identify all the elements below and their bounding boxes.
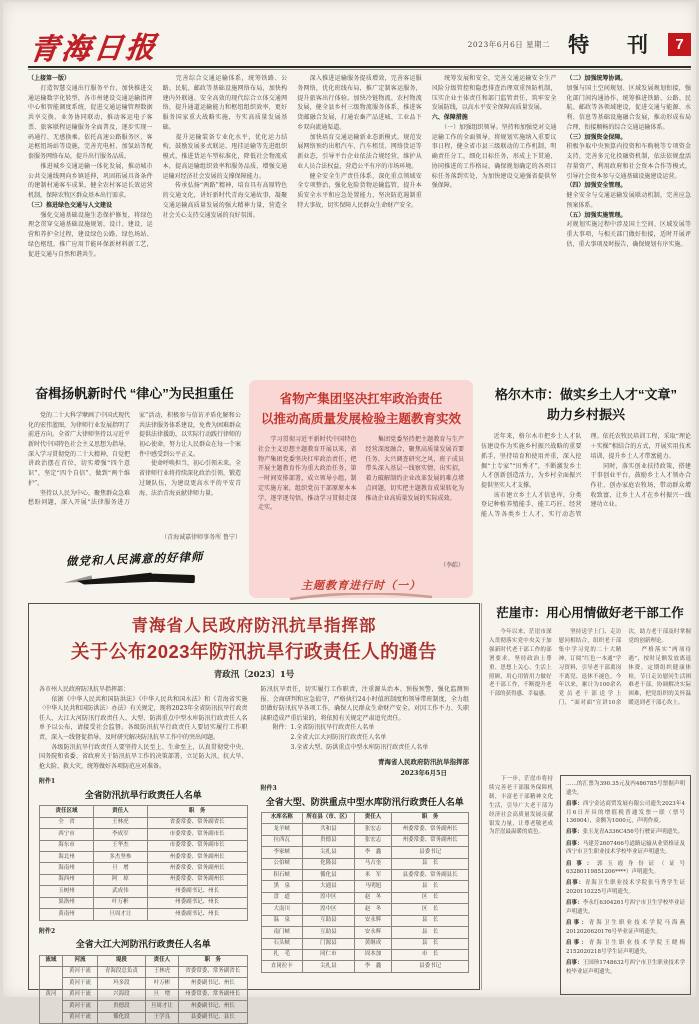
mangya-article-continuation: 下一步，茫崖市将持续完善老干部服务保障机制，丰富老干部精神文化生活，引导广大老干部为经济社会高质量发展贡献银发力量，让尊老敬老成为茫崖最温暖的底色。 <box>489 776 553 836</box>
table-row: 公伯峡 化隆县 马占奎 县 长 <box>261 858 469 869</box>
masthead-right <box>468 29 691 59</box>
table-row: 黑 泉 大通县 马明旭 县 长 <box>261 881 469 892</box>
issue-date: 2023年6月6日 星期二 <box>467 39 551 49</box>
top-article-column-1: （上接第一版） 打造智慧交通出行服务平台，加快推进交通运输数字化转型，各市州建设交通运输指挥中心和智能调度系统，促进交通运输管理数据共享交换、业务协同联动，推动客运电子客票、旅客联程运输服务全面普及，逐步实现一码通行、无感换乘。依托高速公路服务区、客运枢纽场站等设施，完善充电桩、加氢站等配套服务网络布局，提升出行服务品质。 推进城乡交通运输一体化发展，推动城市公共交通线网向乡镇延伸，巩固拓展具备条件的建制村通客车成果，健全农村客运长效运营机制，保障农牧区群众基本出行需求。 （三）推进绿色交通与人文建设 强化交通基础设施生态保护修复，将绿色理念贯穿交通基础设施规划、设计、建设、运营和养护全过程，建设绿色公路、绿色场站、绿色枢纽，推广应用节能环保新材料新工艺，促进交通与自然和谐共生。 <box>28 75 153 258</box>
appendix2-title: 全省大江大河防汛行政责任人名单 <box>75 939 211 950</box>
notice-item: 启事：青海卫生职业技术学院张马秀学生证2020110225号声明遗失。 <box>566 880 685 896</box>
notice-item: 启事：张玉龙青A336C456号行驶证声明遗失。 <box>566 829 684 836</box>
top-article-column-5: （二）加强统筹协调。 加强与国土空间规划、区域发展规划衔接，强化部门间沟通协作，统筹推进铁路、公路、民航、邮政等各领域建设，促进交通与能源、水利、信息等基础设施融合发展，推动形成布局合理、衔接顺畅的综合交通运输体系。 （三）加强资金保障。 积极争取中央预算内投资和车购税等专项资金支持，完善多元化投融资机制，依法依规盘活存量资产，利用政府和社会资本合作等模式，引导社会资本参与交通基础设施建设运营。 （四）加强安全管理。 健全安全与交通运输发展联动机制，完善应急预案体系。 （五）加强实施管理。 对规划实施过程中涉及国土空间、区域发展等重大事项，与相关部门做好衔接，适时开展评估，重大事项及时报告，确保规划有序实施。 <box>566 75 691 249</box>
notice-item: 启事：王国珍1748632号西宁市卫生职业技术学校毕业证声明遗失。 <box>566 959 685 975</box>
theme-education-banner <box>258 574 464 601</box>
pink-feature-article <box>249 380 473 598</box>
geermu-headline-line2: 助力乡村振兴 <box>546 407 625 423</box>
page-number-badge: 7 <box>668 33 691 56</box>
appendix3-table: 水库名称 所在县（市、区） 责任人 职 务 龙羊峡 共和县 张宏志 州委常委、常务副州长 拉西瓦 贵德县 张宏志 州委常委、常务副州长 李家峡 尖扎县 李 鑫 县委书记 公伯峡 化隆县 马占奎 县 长 积石峡 循化县 米 军 县委常委、常务副县长 黑 泉 大通县 马明旭 县 长 盘 道 湟中区 赵 冬 区 长 大南川 湟中区 赵 冬 区 长 温 泉 互助县 安永辉 县 长 南门峡 互助县 安永辉 县 长 石头峡 门源县 黄继成 县 长 扎 毛 同仁市 周本加 市 长 直岗拉卡 尖扎县 李 鑫 县委书记 <box>261 812 470 973</box>
pink-feature-box <box>249 380 473 598</box>
mangya-article-body: 今年以来，茫崖市深入贯彻落实党中央关于加强新时代老干部工作的部署要求，坚持政治上尊重、思想上关心、生活上照顾，用心用情用力做好老干部工作，不断提升老干部的获得感、幸福感。 坚持送学上门、走访慰问相结合，组织老干部集中学习党的二十大精神，订阅“红色一本通”学习资料，引导老干部离岗不离党、退休不褪色。今年以来，累计为100余名党员老干部送学上门，“面对面”宣讲10余次，助力老干部及时掌握党的创新理论。 严格落实“两项待遇”，按时足额发放离退休费，定期组织健康体检，节日走访慰问生活困难老干部，协调解决实际困难，把党组织的关怀温暖送到老干部心坎上。 <box>489 629 691 707</box>
notice-title-line1: 青海省人民政府防汛抗旱指挥部 <box>131 617 377 635</box>
paper-logo: 青海日报 <box>27 29 161 67</box>
table-row: 黄河干流 循化段 王学良 县委副书记、县长 <box>40 1012 248 1023</box>
lawyer-article <box>28 380 241 598</box>
banner-swash <box>286 593 436 601</box>
pink-headline-line2: 以推动高质量发展检验主题教育实效 <box>260 412 461 427</box>
notice-item: 启事：马建芳2607466号道路运输从业资格证及西宁市卫生职业技术学校毕业证声明遗失。 <box>566 840 685 856</box>
table-row: 李家峡 尖扎县 李 鑫 县委书记 <box>261 847 469 858</box>
table-row: 黄河 黄河干流 青海段总负责 王林虎 省委常委、常务副省长 <box>40 966 248 977</box>
notice-item: 启事：郭玉霞身份证（证号63280119851206****）声明遗失。 <box>566 860 685 876</box>
top-article-column-4: 统筹发展和安全，完善交通运输安全生产风险分级管控和隐患排查治理双重预防机制，压实企业主体责任和部门监管责任，筑牢安全发展防线，以高水平安全保障高质量发展。 六、保障措施 （一）加强组织领导。坚持和加强党对交通运输工作的全面领导，将规划实施纳入重要议事日程，健全省市县三级联动的工作机制，明确责任分工，细化目标任务，形成上下贯通、协同推进的工作格局，确保规划确定的各项目标任务落到实处，为加快建设交通强省提供坚强保障。 <box>431 75 557 190</box>
table-row: 海南州 旦 增 州委常委、常务副州长 <box>40 863 248 874</box>
notice-columns <box>39 685 469 1024</box>
appendix2-label: 附件2 <box>39 927 56 935</box>
appendix1-table: 责任区域 责任人 职 务 全 省 王林虎 省委常委、常务副省长 西宁市 李成军 市委常委、常务副市长 海东市 王华杰 市委常委、常务副市长 海北州 多杰坚参 州委常委、常务副州长 海南州 旦 增 州委常委、常务副州长 海西州 阿 琼 州委常委、常务副州长 玉树州 武成伟 州委副书记、州长 果洛州 叶万彬 州委副书记、州长 黄南州 旦周才让 州委副书记、州长 <box>39 805 248 920</box>
masthead <box>28 26 691 68</box>
table-row: 玉树州 武成伟 州委副书记、州长 <box>40 886 248 897</box>
right-column <box>489 603 691 990</box>
geermu-headline-line1: 格尔木市：做实乡土人才“文章” <box>494 387 677 402</box>
table-row: 黄河干流 玛多段 叶万彬 州委副书记、州长 <box>40 978 248 989</box>
table-row: 拉西瓦 贵德县 张宏志 州委常委、常务副州长 <box>261 835 469 846</box>
table-row: 黄河干流 兴海段 旦 增 州委常委、常务副州长 <box>40 989 248 1000</box>
appendix3-title: 全省大型、防洪重点中型水库防汛行政责任人名单 <box>265 796 464 807</box>
notice-signer: 青海省人民政府防汛抗旱指挥部 <box>378 758 469 767</box>
appendix3-label: 附件3 <box>260 784 277 792</box>
table-row: 南门峡 互助县 安永辉 县 长 <box>261 927 469 938</box>
notice-item: 启事：青海卫生职业技术学院马海燕2012020620176号毕业证声明遗失。 <box>566 920 685 935</box>
table-row: 海东市 王华杰 市委常委、常务副市长 <box>40 840 248 851</box>
table-row: 全 省 王林虎 省委常委、常务副省长 <box>40 817 248 828</box>
table-row: 海北州 多杰坚参 州委常委、常务副州长 <box>40 852 248 863</box>
geermu-article <box>481 380 691 598</box>
geermu-article-body: 近年来，格尔木市把乡土人才队伍建设作为实施乡村振兴战略的重要抓手，坚持培育和使用并重，深入挖掘“土专家”“田秀才”，不断激发乡土人才创新创造活力，为乡村全面振兴提供坚实人才支撑。 该市建立乡土人才信息库，分类登记种植养殖能手、能工巧匠、经营能人等各类乡土人才，实行动态管理。依托农牧民培训工程，采取“理论＋实操”相结合的方式，开展实用技术培训，提升乡土人才带富能力。 同时，落实创业扶持政策，搭建干事创业平台，鼓励乡土人才领办合作社、创办家庭农牧场，带动群众增收致富，让乡土人才在乡村振兴一线建功立业。 <box>481 433 691 519</box>
pink-article-body: 学习贯彻习近平新时代中国特色社会主义思想主题教育开展以来，省物产集团党委坚决扛牢政治责任，把开展主题教育作为重大政治任务，第一时间安排部署，成立领导小组，制定实施方案，组织党员干部原原本本学、逐字逐句悟，推动学习贯彻走深走实。 集团党委坚持把主题教育与生产经营深度融合，聚焦高质量发展首要任务，大兴调查研究之风，班子成员带头深入基层一线察实情、出实招，着力破解制约企业改革发展的难点堵点问题，切实把主题教育成果转化为推动企业高质量发展的实际成效。 <box>258 436 464 512</box>
top-article-column-2: 完善综合交通运输体系，统筹铁路、公路、民航、邮政等基础设施网络布局，加快构建内外联通、安全高效的现代综合立体交通网络，提升通道运输能力和枢纽组织效率，更好服务国家重大战略实施，夯实高质量发展基础。 提升运输装备专业化水平，优化运力结构，鼓励发展多式联运、甩挂运输等先进组织模式，推进货运车型标准化，降低社会物流成本，提高运输组织效率和服务品质，增强交通运输对经济社会发展的支撑保障能力。 传承弘扬“两路”精神，培育具有高原特色的交通文化，讲好新时代青海交通故事，凝聚交通运输高质量发展的强大精神力量，营造全社会关心支持交通发展的良好氛围。 <box>162 75 288 219</box>
notice-doc-number: 青政汛〔2023〕1号 <box>213 670 295 680</box>
lawyer-article-body: 党的二十大科学擘画了中国式现代化的宏伟蓝图，为律师行业发展指明了前进方向。全省广大律师坚持以习近平新时代中国特色社会主义思想为指导，深入学习贯彻党的二十大精神，自觉把讲政治摆在首位，切实增强“四个意识”、坚定“四个自信”、做到“两个维护”。 坚持以人民为中心，聚焦群众急难愁盼问题，深入开展“法律服务进万家”活动，积极参与信访矛盾化解和公共法律服务体系建设，免费为困难群众提供法律援助，以实际行动践行律师的初心使命，努力让人民群众在每一个案件中感受到公平正义。 使命呼唤担当，初心引领未来。全省律师行业将持续深化政治引领，锻造过硬队伍，为建设更高水平的平安青海、法治青海贡献律师力量。 <box>28 411 241 507</box>
lawyer-article-byline: （青海诚嘉律师事务所 鲁宁） <box>161 533 241 541</box>
table-row: 石头峡 门源县 黄继成 县 长 <box>261 938 469 949</box>
banner-text: 主题教育进行时（一） <box>301 579 421 593</box>
table-row: 盘 道 湟中区 赵 冬 区 长 <box>261 892 469 903</box>
notice-sign-date: 2023年6月5日 <box>400 768 447 777</box>
appendix1-title: 全省防汛抗旱行政责任人名单 <box>84 789 202 800</box>
notice-item: 启事：李永红6304261号西宁市卫生学校毕业证声明遗失。 <box>566 900 685 915</box>
top-article-column-3: 深入推进运输服务提质增效，完善客运服务网络，优化班线布局，推广定制客运服务，提升旅客出行体验。加快冷链物流、农村物流发展，健全县乡村三级物流服务体系，推进客货邮融合发展，打通农畜产品进城、工业品下乡双向流通渠道。 加快培育交通运输新业态新模式，规范发展网络预约出租汽车、汽车租赁、网络货运等新业态，引导平台企业依法合规经营，维护从业人员合法权益，营造公平有序的市场环境。 健全安全生产责任体系，深化重点领域安全专项整治，强化危险货物运输监管，提升本质安全水平和应急处置能力，坚决防范遏制重特大事故，切实保障人民群众生命财产安全。 <box>297 75 422 209</box>
slogan-block <box>28 548 241 589</box>
lost-notices-box <box>560 775 691 995</box>
table-row: 扎 毛 同仁市 周本加 市 长 <box>261 949 469 960</box>
table-row: 温 泉 互助县 安永辉 县 长 <box>261 915 469 926</box>
notice-item: ……的汇票为390.35元及内486785号票据声明遗失。 <box>566 781 685 796</box>
notice-item: 启事：西宁金达商贸发展有限公司遗失2023年4月6日开具的增值税普通发票一联（票号136904），金额为1000元，声明作废。 <box>566 800 685 825</box>
table-row: 海西州 阿 琼 州委常委、常务副州长 <box>40 874 248 885</box>
table-row: 大南川 湟中区 赵 冬 区 长 <box>261 904 469 915</box>
notice-right-column: 防汛抗旱责任，切实履行工作职责，注重源头治本、预报预警，强化监测预报、会商研判和应急值守，严格执行24小时值班制度和领导带班制度，全力组织做好防汛抗旱各项工作，确保人民群众生命财产安全。对因工作不力、失职渎职造成严重后果的，将依照有关规定严肃追究责任。 附件：1.全省防汛抗旱行政责任人名单 2.全省大江大河防汛行政责任人名单 3.全省大型、防洪重点中型水库防汛行政责任人名单 青海省人民政府防汛抗旱指挥部 2023年6月5日 附件3 全省大型、防洪重点中型水库防汛行政责任人名单 水库名称 所在县（市、区） 责任人 职 务 龙羊峡 共和县 张宏志 州委常委、常务副州长 拉西瓦 贵德县 张宏志 州委常委、常务副州长 李家峡 尖扎县 李 鑫 县委书记 公伯峡 化隆县 马占奎 县 长 积石峡 循化县 米 军 县委常委、常务副县长 黑 泉 大通县 马明旭 县 长 盘 道 湟中区 赵 冬 区 长 大南川 湟中区 赵 冬 区 长 温 泉 互助县 安永辉 县 长 南门峡 互助县 安永辉 县 长 石头峡 门源县 黄继成 县 长 扎 毛 同仁市 周本加 市 长 直岗拉卡 尖扎县 李 鑫 县委书记 <box>261 685 470 1024</box>
table-row: 黄河干流 贵德段 旦周才让 州委副书记、州长 <box>40 1001 248 1012</box>
mangya-article-headline: 茫崖市：用心用情做好老干部工作 <box>496 606 684 620</box>
newspaper-page <box>3 2 696 1021</box>
notice-item: 启事：青海卫生职业技术学院王晓梅2152020218号学生证声明遗失。 <box>566 940 685 955</box>
appendix2-table: 流域 河流 堤段 责任人 职 务 黄河 黄河干流 青海段总负责 王林虎 省委常委、常务副省长 黄河干流 玛多段 叶万彬 州委副书记、州长 黄河干流 兴海段 旦 增 州委常委、常务副州长 黄河干流 贵德段 旦周才让 州委副书记、州长 黄河干流 循化段 王学良 县委副书记、县长 <box>39 955 248 1024</box>
table-row: 直岗拉卡 尖扎县 李 鑫 县委书记 <box>261 961 469 972</box>
pink-article-byline: （李皓） <box>439 562 464 570</box>
table-row: 积石峡 循化县 米 军 县委常委、常务副县长 <box>261 870 469 881</box>
table-row: 龙羊峡 共和县 张宏志 州委常委、常务副州长 <box>261 824 469 835</box>
middle-articles-band <box>28 380 691 598</box>
attachments-list: 附件：1.全省防汛抗旱行政责任人名单 2.全省大江大河防汛行政责任人名单 3.全省大型、防洪重点中型水库防汛行政责任人名单 <box>260 724 429 751</box>
slogan-text: 做党和人民满意的好律师 <box>65 549 204 569</box>
table-row: 西宁市 李成军 市委常委、常务副市长 <box>40 829 248 840</box>
table-row: 黄南州 旦周才让 州委副书记、州长 <box>40 909 248 920</box>
notice-title-line2: 关于公布2023年防汛抗旱行政责任人的通告 <box>70 641 438 662</box>
notice-left-column: 各市州人民政府防汛抗旱指挥部： 依据《中华人民共和国防洪法》《中华人民共和国水法》和《青海省实施〈中华人民共和国防洪法〉办法》有关规定，现将2023年全省防汛抗旱行政责任人、大江大河防汛行政责任人、大型、防洪重点中型水库防汛行政责任人名单予以公布，请接受社会监督。各级防汛抗旱行政责任人要切实履行工作职责，深入一线督促指导，及时研究解决防汛抗旱工作中的突出问题。 各级防汛抗旱行政责任人要坚持人民至上、生命至上，认真贯彻党中央、国务院和省委、省政府关于防汛抗旱工作的决策部署，立足防大汛、抗大旱、抢大险、救大灾，统筹做好各项防范应对准备。 附件1 全省防汛抗旱行政责任人名单 责任区域 责任人 职 务 全 省 王林虎 省委常委、常务副省长 西宁市 李成军 市委常委、常务副市长 海东市 王华杰 市委常委、常务副市长 海北州 多杰坚参 州委常委、常务副州长 海南州 旦 增 州委常委、常务副州长 海西州 阿 琼 州委常委、常务副州长 玉树州 武成伟 州委副书记、州长 果洛州 叶万彬 州委副书记、州长 黄南州 旦周才让 州委副书记、州长 附件2 全省大江大河防汛行政责任人名单 流域 河流 堤段 责任人 职 务 黄河 黄河干流 青海段总负责 王林虎 省委常委、常务副省长 黄河干流 玛多段 叶万彬 州委副书记、州长 黄河干流 兴海段 旦 增 州委常委、常务副州长 黄河干流 贵德段 旦周才让 州委副书记、州长 黄河干流 循化段 王学良 县委副书记、县长 <box>39 685 248 1024</box>
right-column-bottom <box>489 775 691 995</box>
table-row: 果洛州 叶万彬 州委副书记、州长 <box>40 897 248 908</box>
appendix1-label: 附件1 <box>39 778 56 786</box>
pink-headline-line1: 省物产集团坚决扛牢政治责任 <box>279 392 443 406</box>
lawyer-article-headline: 奋楫扬帆新时代 “律心”为民担重任 <box>35 386 234 401</box>
fountain-pen-icon <box>60 569 210 589</box>
top-article-continued <box>28 74 691 371</box>
flood-control-notice-box <box>28 603 480 1021</box>
edition-label: 特 刊 <box>568 34 664 57</box>
